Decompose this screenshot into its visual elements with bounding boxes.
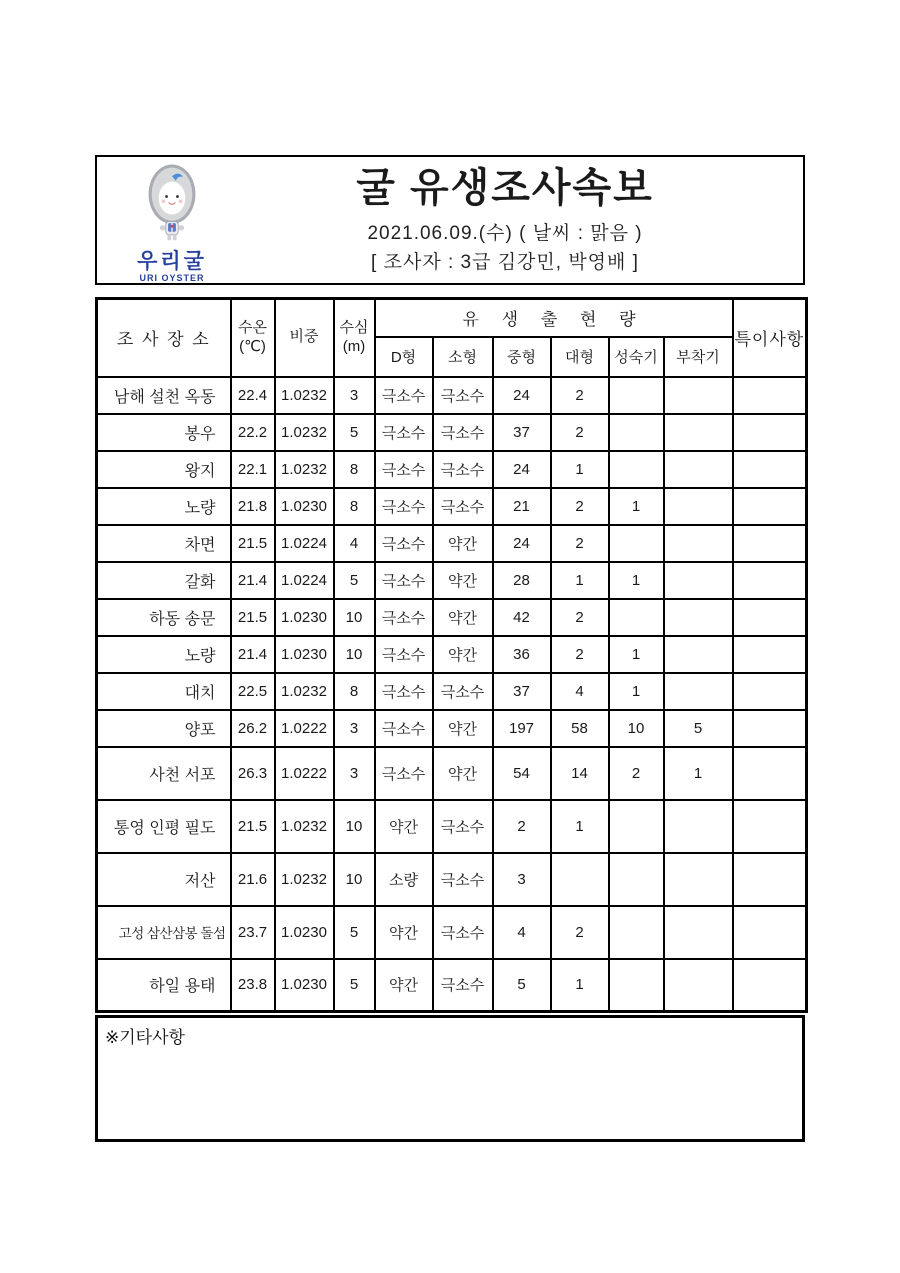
cell-medium: 197 xyxy=(493,710,551,747)
cell-depth: 4 xyxy=(334,525,375,562)
cell-depth: 5 xyxy=(334,906,375,959)
cell-mature xyxy=(609,906,664,959)
cell-temp: 21.4 xyxy=(231,562,275,599)
cell-mature xyxy=(609,959,664,1012)
cell-d-type: 극소수 xyxy=(375,710,433,747)
cell-large: 2 xyxy=(551,414,609,451)
cell-mature xyxy=(609,451,664,488)
cell-attach xyxy=(664,377,733,414)
cell-d-type: 극소수 xyxy=(375,488,433,525)
cell-attach xyxy=(664,959,733,1012)
cell-attach xyxy=(664,636,733,673)
cell-d-type: 극소수 xyxy=(375,673,433,710)
logo-english-text: URI OYSTER xyxy=(139,273,205,284)
table-row xyxy=(97,488,807,525)
cell-mature: 1 xyxy=(609,488,664,525)
cell-temp: 22.5 xyxy=(231,673,275,710)
cell-small: 약간 xyxy=(433,525,493,562)
brand-logo xyxy=(97,155,247,285)
cell-mature: 2 xyxy=(609,747,664,800)
cell-temp: 22.2 xyxy=(231,414,275,451)
cell-notes xyxy=(733,377,807,414)
cell-attach xyxy=(664,488,733,525)
cell-attach xyxy=(664,599,733,636)
cell-notes xyxy=(733,451,807,488)
misc-notes-label: ※기타사항 xyxy=(105,1028,185,1047)
cell-small: 약간 xyxy=(433,599,493,636)
cell-gravity: 1.0232 xyxy=(275,414,334,451)
cell-temp: 22.1 xyxy=(231,451,275,488)
col-header-notes: 특이사항 xyxy=(733,299,807,377)
col-header-small: 소형 xyxy=(433,337,493,377)
cell-mature xyxy=(609,414,664,451)
cell-medium: 54 xyxy=(493,747,551,800)
cell-depth: 3 xyxy=(334,747,375,800)
cell-gravity: 1.0230 xyxy=(275,959,334,1012)
table-row xyxy=(97,377,807,414)
table-row xyxy=(97,906,807,959)
cell-medium: 24 xyxy=(493,525,551,562)
cell-temp: 21.4 xyxy=(231,636,275,673)
cell-location: 양포 xyxy=(97,710,231,747)
cell-large: 1 xyxy=(551,800,609,853)
table-row xyxy=(97,525,807,562)
cell-d-type: 극소수 xyxy=(375,747,433,800)
cell-depth: 3 xyxy=(334,377,375,414)
cell-notes xyxy=(733,636,807,673)
cell-temp: 21.5 xyxy=(231,599,275,636)
cell-medium: 4 xyxy=(493,906,551,959)
cell-attach xyxy=(664,451,733,488)
cell-depth: 5 xyxy=(334,414,375,451)
cell-notes xyxy=(733,525,807,562)
cell-large: 1 xyxy=(551,451,609,488)
cell-location: 노량 xyxy=(97,488,231,525)
cell-large: 2 xyxy=(551,906,609,959)
cell-gravity: 1.0224 xyxy=(275,562,334,599)
cell-d-type: 약간 xyxy=(375,800,433,853)
cell-d-type: 극소수 xyxy=(375,636,433,673)
cell-gravity: 1.0222 xyxy=(275,710,334,747)
table-row xyxy=(97,747,807,800)
cell-gravity: 1.0232 xyxy=(275,377,334,414)
table-row xyxy=(97,599,807,636)
cell-depth: 5 xyxy=(334,959,375,1012)
table-row xyxy=(97,800,807,853)
cell-attach xyxy=(664,525,733,562)
cell-attach xyxy=(664,673,733,710)
cell-medium: 28 xyxy=(493,562,551,599)
cell-location: 노량 xyxy=(97,636,231,673)
cell-location: 남해 설천 옥동 xyxy=(97,377,231,414)
table-row xyxy=(97,414,807,451)
cell-d-type: 극소수 xyxy=(375,562,433,599)
cell-location: 갈화 xyxy=(97,562,231,599)
cell-medium: 36 xyxy=(493,636,551,673)
cell-large: 14 xyxy=(551,747,609,800)
cell-location: 고성 삼산삼봉 돌섬 xyxy=(97,906,231,959)
cell-d-type: 극소수 xyxy=(375,377,433,414)
cell-large: 58 xyxy=(551,710,609,747)
cell-gravity: 1.0230 xyxy=(275,599,334,636)
cell-medium: 3 xyxy=(493,853,551,906)
cell-d-type: 극소수 xyxy=(375,599,433,636)
cell-small: 극소수 xyxy=(433,451,493,488)
cell-gravity: 1.0230 xyxy=(275,906,334,959)
page-title: 굴 유생조사속보 xyxy=(356,166,654,210)
cell-gravity: 1.0230 xyxy=(275,636,334,673)
cell-d-type: 약간 xyxy=(375,906,433,959)
cell-large: 1 xyxy=(551,562,609,599)
cell-medium: 42 xyxy=(493,599,551,636)
table-row xyxy=(97,853,807,906)
cell-location: 왕지 xyxy=(97,451,231,488)
col-header-mature: 성숙기 xyxy=(609,337,664,377)
date-weather-line: 2021.06.09.(수) ( 날씨 : 맑음 ) xyxy=(367,223,643,244)
cell-temp: 26.3 xyxy=(231,747,275,800)
cell-notes xyxy=(733,853,807,906)
cell-small: 약간 xyxy=(433,562,493,599)
cell-notes xyxy=(733,562,807,599)
cell-large xyxy=(551,853,609,906)
cell-mature: 10 xyxy=(609,710,664,747)
cell-attach: 1 xyxy=(664,747,733,800)
cell-small: 극소수 xyxy=(433,414,493,451)
cell-notes xyxy=(733,599,807,636)
cell-temp: 23.8 xyxy=(231,959,275,1012)
cell-small: 약간 xyxy=(433,636,493,673)
cell-depth: 10 xyxy=(334,800,375,853)
cell-small: 극소수 xyxy=(433,488,493,525)
cell-depth: 8 xyxy=(334,488,375,525)
col-header-larvae-group: 유 생 출 현 량 xyxy=(375,299,733,337)
cell-location: 사천 서포 xyxy=(97,747,231,800)
cell-mature xyxy=(609,853,664,906)
cell-gravity: 1.0222 xyxy=(275,747,334,800)
cell-location: 대치 xyxy=(97,673,231,710)
col-header-depth: 수심 (m) xyxy=(334,299,375,377)
logo-korean-text: 우리굴 xyxy=(137,250,207,274)
cell-notes xyxy=(733,673,807,710)
table-body xyxy=(97,377,807,1012)
cell-temp: 21.8 xyxy=(231,488,275,525)
cell-notes xyxy=(733,959,807,1012)
cell-temp: 21.5 xyxy=(231,800,275,853)
cell-location: 차면 xyxy=(97,525,231,562)
cell-large: 1 xyxy=(551,959,609,1012)
cell-attach xyxy=(664,906,733,959)
cell-medium: 37 xyxy=(493,414,551,451)
cell-attach xyxy=(664,414,733,451)
cell-mature: 1 xyxy=(609,562,664,599)
cell-notes xyxy=(733,747,807,800)
cell-medium: 21 xyxy=(493,488,551,525)
cell-mature: 1 xyxy=(609,673,664,710)
cell-depth: 10 xyxy=(334,599,375,636)
cell-attach xyxy=(664,562,733,599)
header-box xyxy=(95,155,805,285)
cell-small: 약간 xyxy=(433,747,493,800)
cell-medium: 24 xyxy=(493,377,551,414)
cell-mature xyxy=(609,377,664,414)
cell-d-type: 극소수 xyxy=(375,451,433,488)
surveyor-line: [ 조사자 : 3급 김강민, 박영배 ] xyxy=(371,252,639,273)
cell-attach xyxy=(664,800,733,853)
cell-location: 하동 송문 xyxy=(97,599,231,636)
cell-large: 2 xyxy=(551,599,609,636)
cell-depth: 10 xyxy=(334,853,375,906)
cell-small: 극소수 xyxy=(433,959,493,1012)
col-header-d-type: D형 xyxy=(375,337,433,377)
cell-temp: 21.5 xyxy=(231,525,275,562)
table-row xyxy=(97,636,807,673)
cell-mature: 1 xyxy=(609,636,664,673)
cell-d-type: 극소수 xyxy=(375,525,433,562)
col-header-gravity: 비중 xyxy=(275,299,334,377)
col-header-location: 조 사 장 소 xyxy=(97,299,231,377)
cell-gravity: 1.0232 xyxy=(275,451,334,488)
misc-notes-box xyxy=(95,1015,805,1142)
oyster-mascot-icon xyxy=(135,159,209,250)
cell-attach: 5 xyxy=(664,710,733,747)
cell-temp: 26.2 xyxy=(231,710,275,747)
cell-small: 극소수 xyxy=(433,800,493,853)
cell-medium: 24 xyxy=(493,451,551,488)
cell-depth: 5 xyxy=(334,562,375,599)
cell-depth: 8 xyxy=(334,673,375,710)
col-header-large: 대형 xyxy=(551,337,609,377)
col-header-temp: 수온 (℃) xyxy=(231,299,275,377)
cell-mature xyxy=(609,800,664,853)
cell-depth: 3 xyxy=(334,710,375,747)
title-area xyxy=(247,166,763,274)
cell-large: 2 xyxy=(551,636,609,673)
cell-temp: 22.4 xyxy=(231,377,275,414)
table-row xyxy=(97,673,807,710)
col-header-attach: 부착기 xyxy=(664,337,733,377)
cell-mature xyxy=(609,525,664,562)
cell-gravity: 1.0232 xyxy=(275,800,334,853)
cell-gravity: 1.0224 xyxy=(275,525,334,562)
cell-medium: 2 xyxy=(493,800,551,853)
cell-notes xyxy=(733,488,807,525)
table-row xyxy=(97,710,807,747)
cell-gravity: 1.0232 xyxy=(275,673,334,710)
table-row xyxy=(97,562,807,599)
cell-small: 극소수 xyxy=(433,853,493,906)
cell-small: 약간 xyxy=(433,710,493,747)
cell-small: 극소수 xyxy=(433,906,493,959)
cell-large: 2 xyxy=(551,525,609,562)
cell-small: 극소수 xyxy=(433,377,493,414)
cell-d-type: 약간 xyxy=(375,959,433,1012)
cell-mature xyxy=(609,599,664,636)
cell-small: 극소수 xyxy=(433,673,493,710)
cell-notes xyxy=(733,800,807,853)
table-row xyxy=(97,451,807,488)
table-row xyxy=(97,959,807,1012)
cell-location: 봉우 xyxy=(97,414,231,451)
cell-location: 통영 인평 필도 xyxy=(97,800,231,853)
cell-large: 4 xyxy=(551,673,609,710)
cell-medium: 5 xyxy=(493,959,551,1012)
cell-notes xyxy=(733,906,807,959)
cell-depth: 10 xyxy=(334,636,375,673)
cell-location: 저산 xyxy=(97,853,231,906)
cell-attach xyxy=(664,853,733,906)
document xyxy=(95,155,805,1142)
cell-location: 하일 용태 xyxy=(97,959,231,1012)
col-header-medium: 중형 xyxy=(493,337,551,377)
cell-notes xyxy=(733,414,807,451)
cell-gravity: 1.0230 xyxy=(275,488,334,525)
cell-gravity: 1.0232 xyxy=(275,853,334,906)
cell-temp: 23.7 xyxy=(231,906,275,959)
survey-table xyxy=(95,297,808,1013)
cell-temp: 21.6 xyxy=(231,853,275,906)
cell-large: 2 xyxy=(551,488,609,525)
cell-large: 2 xyxy=(551,377,609,414)
cell-d-type: 극소수 xyxy=(375,414,433,451)
cell-depth: 8 xyxy=(334,451,375,488)
cell-notes xyxy=(733,710,807,747)
cell-medium: 37 xyxy=(493,673,551,710)
cell-d-type: 소량 xyxy=(375,853,433,906)
